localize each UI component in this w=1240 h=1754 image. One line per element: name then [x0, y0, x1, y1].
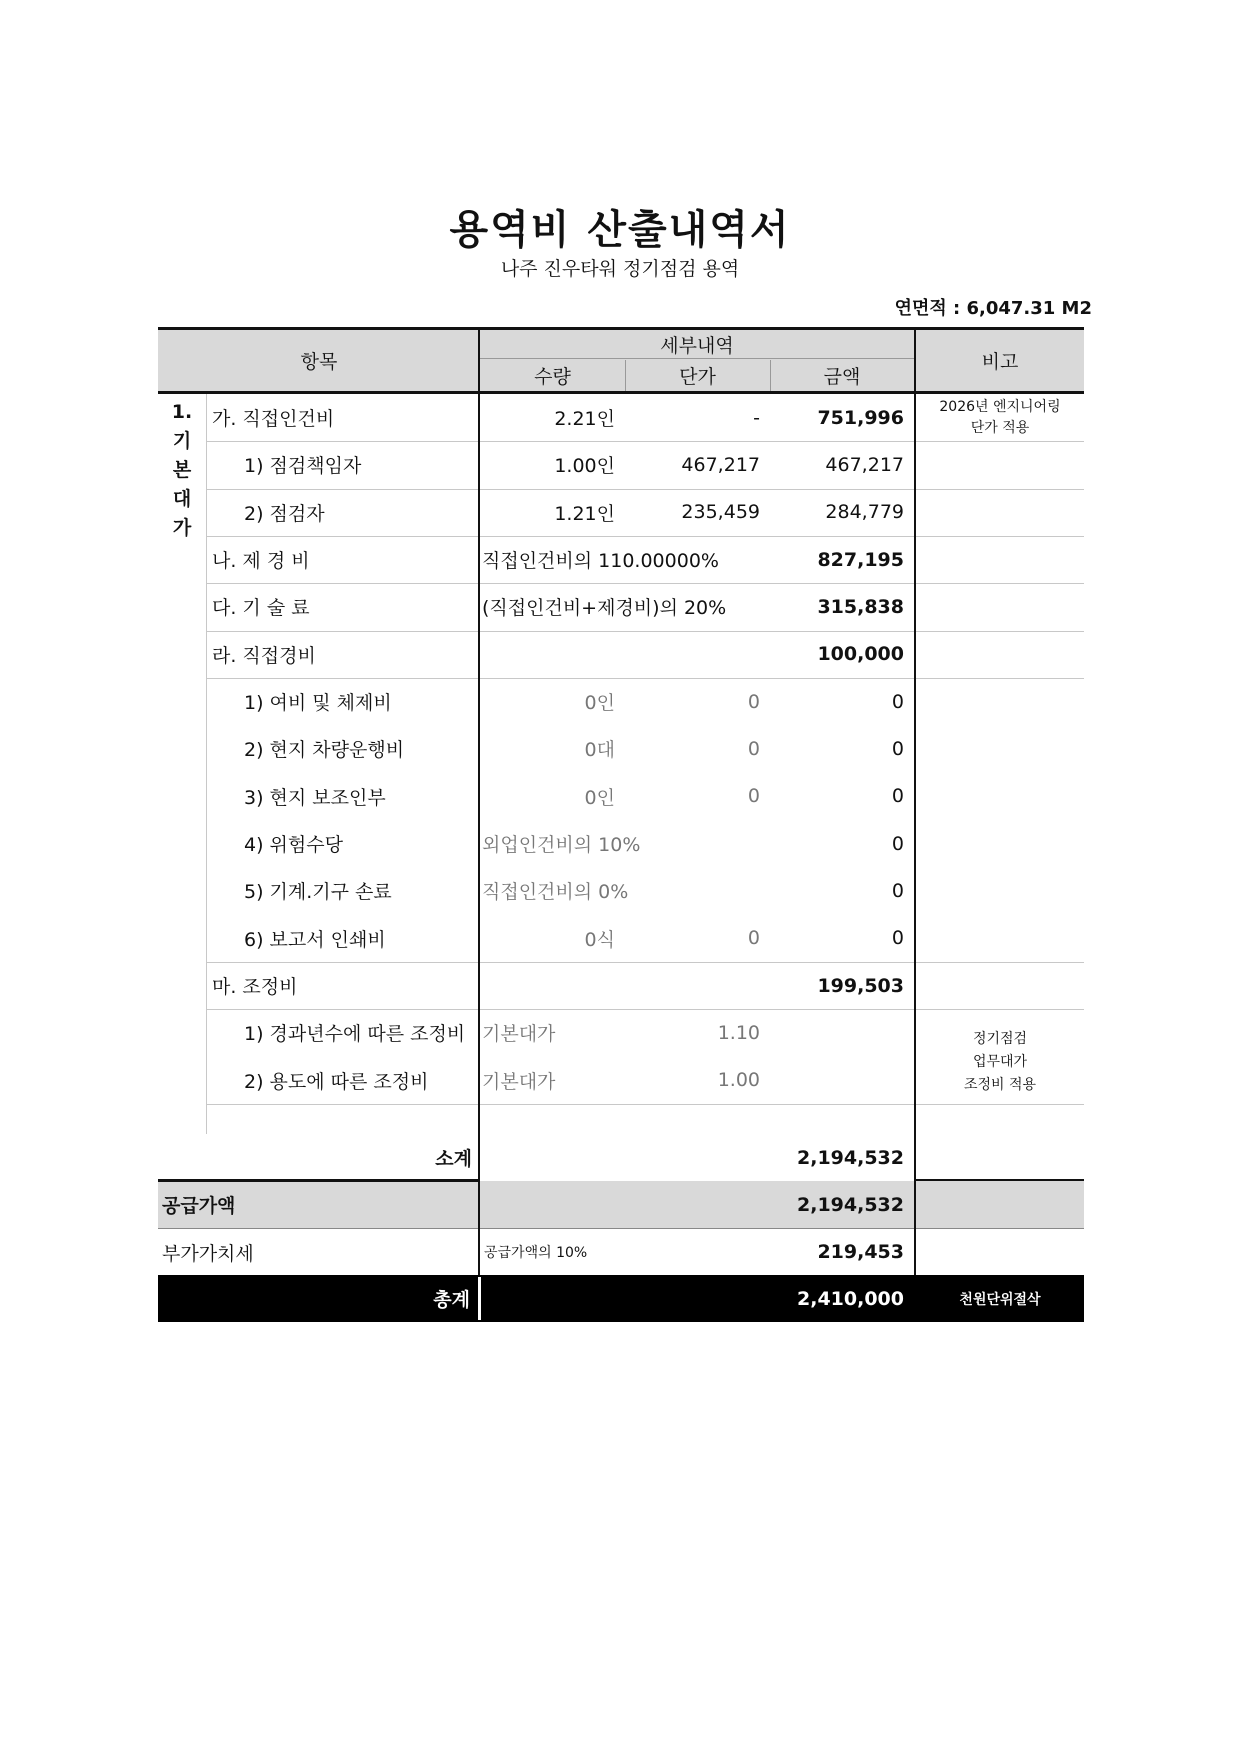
row-unit-price: 1.00 — [717, 1069, 760, 1092]
total-remark: 천원단위절삭 — [959, 1291, 1041, 1308]
section-label — [158, 394, 206, 1134]
row-qty: 0인 — [584, 692, 615, 715]
row-amount: 827,195 — [817, 548, 904, 571]
remark-adjust-line1: 정기점검 — [972, 1030, 1028, 1047]
row-qty: 0대 — [584, 739, 615, 762]
section-char: 가 — [172, 517, 192, 539]
row-qty: 0인 — [584, 786, 615, 809]
detail-left-border — [478, 327, 480, 1275]
row-amount: 0 — [891, 832, 904, 855]
remark-labor-line1: 2026년 엔지니어링 — [939, 399, 1061, 415]
remark-labor — [916, 395, 1084, 441]
supply-label: 공급가액 — [162, 1195, 236, 1217]
row-detail: (직접인건비+제경비)의 20% — [482, 597, 727, 620]
row-unit-price: 0 — [747, 785, 760, 808]
row-amount: 0 — [891, 879, 904, 902]
row-amount: 0 — [891, 927, 904, 950]
row-unit-price: 235,459 — [681, 501, 760, 524]
section-char: 대 — [172, 488, 192, 510]
row-amount: 0 — [891, 737, 904, 760]
row-unit-price: 0 — [747, 737, 760, 760]
row-label: 2) 현지 차량운행비 — [244, 739, 405, 762]
row-unit-price: 1.10 — [717, 1021, 760, 1044]
header-item: 항목 — [300, 350, 338, 373]
row-label: 4) 위험수당 — [244, 834, 343, 857]
row-qty: 1.21인 — [554, 502, 615, 525]
row-unit-price: 467,217 — [681, 453, 760, 476]
section-char: 본 — [172, 459, 192, 481]
row-qty: 2.21인 — [554, 408, 615, 431]
total-amount: 2,410,000 — [797, 1287, 904, 1310]
header-qty: 수량 — [534, 366, 571, 388]
row-detail: 직접인건비의 110.00000% — [482, 550, 719, 573]
total-separator — [478, 1277, 481, 1320]
row-amount: 0 — [891, 785, 904, 808]
row-amount: 284,779 — [825, 501, 904, 524]
row-amount: 751,996 — [817, 406, 904, 429]
section-char: 기 — [172, 430, 192, 452]
row-detail: 직접인건비의 0% — [482, 881, 629, 904]
total-label: 총계 — [433, 1289, 470, 1311]
row-label: 5) 기계.기구 손료 — [244, 881, 392, 904]
header-remark: 비고 — [981, 350, 1019, 373]
row-label: 1) 여비 및 체제비 — [244, 692, 392, 715]
row-qty: 0식 — [584, 928, 615, 951]
row-label: 마. 조정비 — [212, 976, 298, 999]
row-label: 6) 보고서 인쇄비 — [244, 928, 386, 951]
section-char: 1. — [171, 401, 193, 423]
row-detail: 기본대가 — [482, 1023, 556, 1046]
remark-adjust — [916, 1017, 1084, 1107]
header-unit-price: 단가 — [679, 366, 716, 388]
remark-adjust-line2: 업무대가 — [972, 1053, 1028, 1070]
remark-labor-line2: 단가 적용 — [970, 420, 1030, 436]
row-label: 가. 직접인건비 — [212, 408, 335, 431]
row-unit-price: 0 — [747, 690, 760, 713]
row-label: 1) 경과년수에 따른 조정비 — [244, 1023, 466, 1046]
row-label: 라. 직접경비 — [212, 644, 316, 667]
supply-amount: 2,194,532 — [797, 1193, 904, 1216]
document-subtitle: 나주 진우타워 정기점검 용역 — [500, 258, 740, 280]
row-label: 다. 기 술 료 — [212, 597, 310, 620]
remark-adjust-line3: 조정비 적용 — [963, 1076, 1037, 1093]
section-label-text — [158, 394, 206, 543]
row-detail: 기본대가 — [482, 1070, 556, 1093]
section-divider — [206, 394, 207, 1134]
vat-detail: 공급가액의 10% — [484, 1245, 588, 1261]
remark-left-border — [914, 327, 916, 1275]
header-amount: 금액 — [823, 366, 861, 388]
row-label: 3) 현지 보조인부 — [244, 786, 386, 809]
row-label: 나. 제 경 비 — [212, 550, 310, 573]
row-qty: 1.00인 — [554, 455, 615, 478]
row-amount: 0 — [891, 690, 904, 713]
subtotal-label: 소계 — [435, 1148, 472, 1170]
vat-amount: 219,453 — [817, 1241, 904, 1263]
document-title: 용역비 산출내역서 — [449, 207, 791, 253]
row-amount: 199,503 — [817, 974, 904, 997]
vat-label: 부가가치세 — [162, 1242, 254, 1265]
row-amount: 100,000 — [817, 643, 904, 666]
row-label: 2) 점검자 — [244, 502, 325, 525]
row-unit-price: 0 — [747, 927, 760, 950]
row-amount: 467,217 — [825, 453, 904, 476]
floor-area: 연면적 : 6,047.31 M2 — [894, 298, 1092, 319]
row-detail: 외업인건비의 10% — [482, 834, 641, 857]
header-detail: 세부내역 — [660, 334, 734, 357]
row-label: 2) 용도에 따른 조정비 — [244, 1070, 429, 1093]
cost-table — [158, 327, 1084, 1311]
subtotal-amount: 2,194,532 — [797, 1146, 904, 1169]
row-unit-price: - — [753, 406, 760, 429]
row-amount: 315,838 — [817, 595, 904, 618]
row-label: 1) 점검책임자 — [244, 455, 362, 478]
